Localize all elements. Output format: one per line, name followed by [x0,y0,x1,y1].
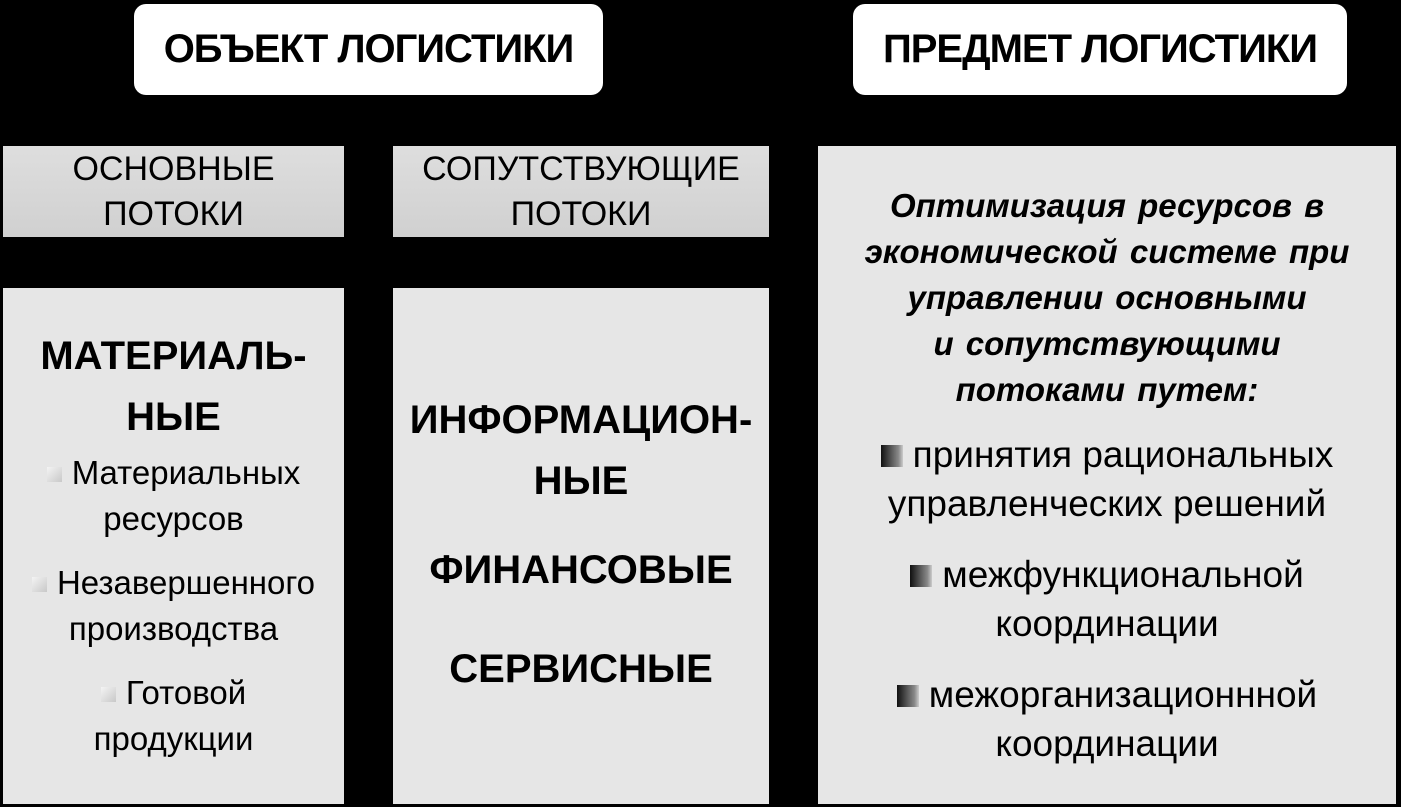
list-item-label: НЫЕ [533,459,629,503]
list-item-label: Материальных [71,454,301,491]
list-item [3,670,344,762]
list-item [3,560,344,652]
list-item-label: продукции [93,720,254,757]
material-heading [3,326,344,448]
square-bullet-icon [910,565,932,587]
material-heading-line: МАТЕРИАЛЬ- [40,334,307,378]
material-heading-line: НЫЕ [126,395,221,439]
subject-intro-line: потоками путем: [955,371,1259,408]
list-item-label: производства [68,610,279,647]
main-flows-panel [3,288,344,804]
list-item-label: межорганизационнной [928,674,1318,715]
aux-flows-header-line: ПОТОКИ [510,194,652,233]
list-item-label: координации [995,723,1219,764]
object-title: ОБЪЕКТ ЛОГИСТИКИ [163,27,574,71]
list-item-label: ресурсов [103,500,244,537]
main-flows-header [3,146,344,237]
list-item-label: Готовой [125,674,247,711]
list-item [393,540,769,601]
list-item [818,430,1396,528]
subject-intro-line: и сопутствующими [933,325,1281,362]
list-item-label: Незавершенного [56,564,316,601]
list-item [818,670,1396,768]
subject-panel [818,146,1396,804]
main-flows-header-line: ОСНОВНЫЕ [72,149,275,188]
square-bullet-icon [881,445,903,467]
main-flows-header-line: ПОТОКИ [103,194,244,233]
list-item-label: принятия рациональных [912,434,1334,475]
list-item-label: управленческих решений [887,483,1327,524]
subject-title: ПРЕДМЕТ ЛОГИСТИКИ [883,27,1317,71]
list-item-label: ФИНАНСОВЫЕ [429,548,733,592]
square-bullet-icon [47,467,62,482]
list-item-label: координации [995,603,1219,644]
aux-flows-panel [393,288,769,804]
aux-flows-header-line: СОПУТСТВУЮЩИЕ [422,149,740,188]
aux-flows-header [393,146,769,237]
square-bullet-icon [101,687,116,702]
square-bullet-icon [32,577,47,592]
square-bullet-icon [897,685,919,707]
list-item-label: СЕРВИСНЫЕ [449,647,713,691]
list-item [393,639,769,700]
list-item [818,550,1396,648]
subject-intro-line: управлении основными [907,279,1307,316]
list-item [393,390,769,512]
list-item-label: межфункциональной [942,554,1304,595]
list-item [3,450,344,542]
subject-title-box [853,4,1347,95]
subject-intro [818,183,1396,413]
list-item-label: ИНФОРМАЦИОН- [409,398,753,442]
subject-intro-line: экономической системе при [864,233,1350,270]
subject-intro-line: Оптимизация ресурсов в [889,187,1325,224]
object-title-box [134,4,603,95]
